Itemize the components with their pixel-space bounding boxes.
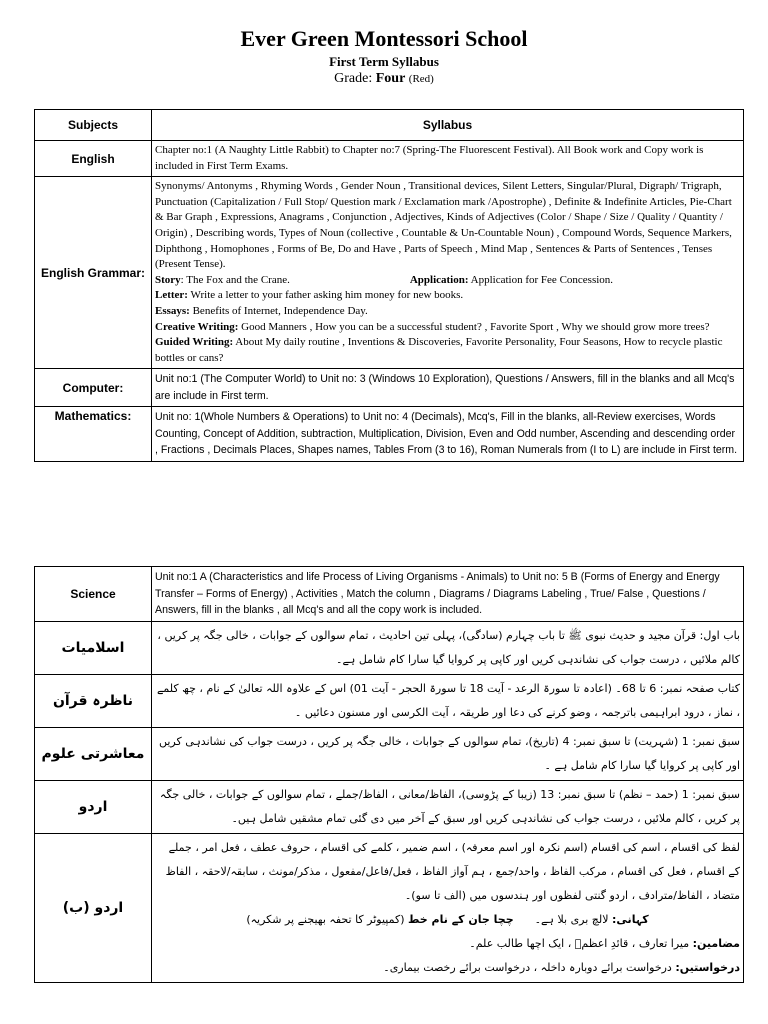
table-row-urdu bbox=[35, 780, 744, 833]
syllabus-urdu: سبق نمبر: 1 (حمد – نظم) تا سبق نمبر: 13 (زیبا کے پڑوسی)، الفاظ/معانی ، الفاظ/جملے ، تمام سوالوں کے جوابات ، خالی جگہ پر کریں ، کالم ملائیں ، درست جواب کی نشاندہی کریں اور سبق کے آخر میں دی گئی تمام مشقیں شامل ہیں۔ bbox=[152, 780, 744, 833]
letter-label: Letter: bbox=[155, 289, 188, 302]
syllabus-islamiat: باب اول: قرآن مجید و حدیث نبوی ﷺ تا باب چہارم (سادگی)، پہلی تین احادیث ، تمام سوالوں کے جوابات ، خالی جگہ پر کریں ، کالم ملائیں ، درست جواب کی نشاندہی کریں اور کاپی پر کروایا گیا سارا کام شامل ہے۔ bbox=[152, 621, 744, 674]
syllabus-nazra: کتاب صفحہ نمبر: 6 تا 68۔ (اعادہ تا سورۃ الرعد - آیت 18 تا سورۃ الحجر - آیت 01) اس کے علاوہ اللہ تعالیٰ کے نام ، چھ کلمے ، نماز ، درود ابراہیمی باترجمہ ، وضو کرنے کی دعا اور طریقہ ، آیت الکرسی اور مسنون دعائیں ۔ bbox=[152, 674, 744, 727]
subject-social: معاشرتی علوم bbox=[35, 727, 152, 780]
grade-value: Four bbox=[375, 71, 406, 86]
subject-urdu: اردو bbox=[35, 780, 152, 833]
table-row-math bbox=[35, 407, 744, 462]
grade-color: (Red) bbox=[408, 73, 434, 85]
header-subjects: Subjects bbox=[35, 110, 152, 141]
guided-writing-label: Guided Writing: bbox=[155, 336, 234, 349]
urdu-b-story-text: لالچ بری بلا ہے۔ bbox=[534, 912, 613, 926]
urdu-b-letter-label: چچا جان کے نام خط bbox=[408, 912, 514, 926]
table-row-social bbox=[35, 727, 744, 780]
table-row-english bbox=[35, 141, 744, 177]
syllabus-grammar bbox=[152, 177, 744, 369]
table-row-grammar bbox=[35, 177, 744, 369]
syllabus-math: Unit no: 1(Whole Numbers & Operations) to Unit no: 4 (Decimals), Mcq's, Fill in the blanks, all-Review exercises, Words Counting, Concept of Addition, subtraction, Multiplication, Division, Even and Odd number, Ascending and descending order , Fractions , Decimals Places, Shapes names, Tables From (3 to 16), Roman Numerals from (I to L) are include in First term. bbox=[152, 407, 744, 462]
urdu-b-essay-line bbox=[155, 932, 740, 956]
essays-label: Essays: bbox=[155, 304, 190, 317]
syllabus-table-2 bbox=[34, 566, 744, 983]
subject-nazra: ناظرہ قرآن bbox=[35, 674, 152, 727]
urdu-b-story-line bbox=[155, 908, 740, 932]
subject-islamiat: اسلامیات bbox=[35, 621, 152, 674]
urdu-b-application-text: درخواست برائے دوبارہ داخلہ ، درخواست برائے رخصت بیماری۔ bbox=[383, 960, 676, 974]
table-row-urdu-b bbox=[35, 833, 744, 982]
syllabus-urdu-b bbox=[152, 833, 744, 982]
header-syllabus: Syllabus bbox=[152, 110, 744, 141]
letter-text: Write a letter to your father asking him money for new books. bbox=[187, 289, 464, 302]
guided-writing-text: About My daily routine , Inventions & Discoveries, Favorite Personality, Four Seasons, How to recycle plastic bottles or cans? bbox=[155, 336, 723, 364]
term-title: First Term Syllabus bbox=[329, 54, 439, 69]
urdu-b-application-label: درخواستیں: bbox=[675, 960, 740, 974]
urdu-b-essay-label: مضامین: bbox=[692, 936, 740, 950]
grade-line bbox=[0, 71, 768, 87]
table-row-science bbox=[35, 567, 744, 622]
urdu-b-topics: لفظ کی اقسام ، اسم کی اقسام (اسم نکرہ اور اسم معرفہ) ، اسم ضمیر ، کلمے کی اقسام ، حروف عطف ، فعل امر ، جملے کے اقسام ، فعل کی اقسام ، مرکب الفاظ ، واحد/جمع ، ہم آواز الفاظ ، فعل/فاعل/مفعول ، مذکر/مونث ، سابقہ/لاحقہ ، الفاظ متضاد ، الفاظ/مترادف ، اردو گنتی لفظوں اور ہندسوں میں (الف تا سو)۔ bbox=[165, 840, 740, 902]
story-label: Story bbox=[155, 273, 181, 286]
creative-writing-text: Good Manners , How you can be a successful student? , Favorite Sport , Why we should grow more trees? bbox=[238, 320, 710, 333]
subject-grammar: English Grammar: bbox=[35, 177, 152, 369]
subject-math: Mathematics: bbox=[35, 407, 152, 462]
table-row-computer bbox=[35, 369, 744, 407]
syllabus-social: سبق نمبر: 1 (شہریت) تا سبق نمبر: 4 (تاریخ)، تمام سوالوں کے جوابات ، خالی جگہ پر کریں ، درست جواب کی نشاندہی کریں اور کاپی پر کروایا گیا سارا کام شامل ہے ۔ bbox=[152, 727, 744, 780]
syllabus-science: Unit no:1 A (Characteristics and life Process of Living Organisms - Animals) to Unit no: 5 B (Forms of Energy and Energy Transfer – Forms of Energy) , Activities , Match the column , Diagrams / Diagrams Labeling , True/ False , Questions / Answers, fill in the blanks , all Mcq's and all the copy work is included. bbox=[152, 567, 744, 622]
school-title: Ever Green Montessori School bbox=[240, 26, 528, 51]
application-text: Application for Fee Concession. bbox=[468, 273, 614, 286]
urdu-b-essay-text: میرا تعارف ، قائدِ اعظمؒ ، ایک اچھا طالب علم۔ bbox=[469, 936, 693, 950]
story-text: : The Fox and the Crane. bbox=[180, 273, 290, 286]
table-row-islamiat bbox=[35, 621, 744, 674]
grammar-topics: Synonyms/ Antonyms , Rhyming Words , Gender Noun , Transitional devices, Silent Letters, Singular/Plural, Digraph/ Trigraph, Punctuation (Capitalization / Full Stop/ Question mark / Exclamation mark /Apostrophe) , Definite & Indefinite Articles, Pie-Chart & Bar Graph , Expressions, Anagrams , Conjunction , Adjectives, Kinds of Adjectives (Color / Shape / Size / Quality / Quantity / Origin) , Describing words, Types of Noun (collective , Countable & Un-Countable Noun) , Compound Words, Sequence Markers, Diphthong , Homophones , Forms of Be, Do and Have , Parts of Speech , Mind Map , Sentences & Parts of Sentences , Tenses (Present Tense). bbox=[155, 180, 732, 271]
urdu-b-application-line bbox=[155, 956, 740, 980]
syllabus-table-1 bbox=[34, 109, 744, 462]
subject-computer: Computer: bbox=[35, 369, 152, 407]
table-row-nazra bbox=[35, 674, 744, 727]
application-label: Application: bbox=[409, 273, 469, 286]
grade-label: Grade: bbox=[334, 71, 373, 86]
subject-science: Science bbox=[35, 567, 152, 622]
syllabus-computer: Unit no:1 (The Computer World) to Unit no: 3 (Windows 10 Exploration), Questions / Answers, fill in the blanks and all Mcq's are include in First term. bbox=[152, 369, 744, 407]
syllabus-english: Chapter no:1 (A Naughty Little Rabbit) to Chapter no:7 (Spring-The Fluorescent Festival). All Book work and Copy work is included in First Term Exams. bbox=[152, 141, 744, 177]
table-header-row bbox=[35, 110, 744, 141]
essays-text: Benefits of Internet, Independence Day. bbox=[189, 304, 368, 317]
subject-urdu-b: اردو (ب) bbox=[35, 833, 152, 982]
subject-english: English bbox=[35, 141, 152, 177]
urdu-b-letter-text: (کمپیوٹر کا تحفہ بھیجنے پر شکریہ) bbox=[246, 912, 408, 926]
urdu-b-story-label: کہانی: bbox=[612, 912, 649, 926]
creative-writing-label: Creative Writing: bbox=[155, 320, 239, 333]
